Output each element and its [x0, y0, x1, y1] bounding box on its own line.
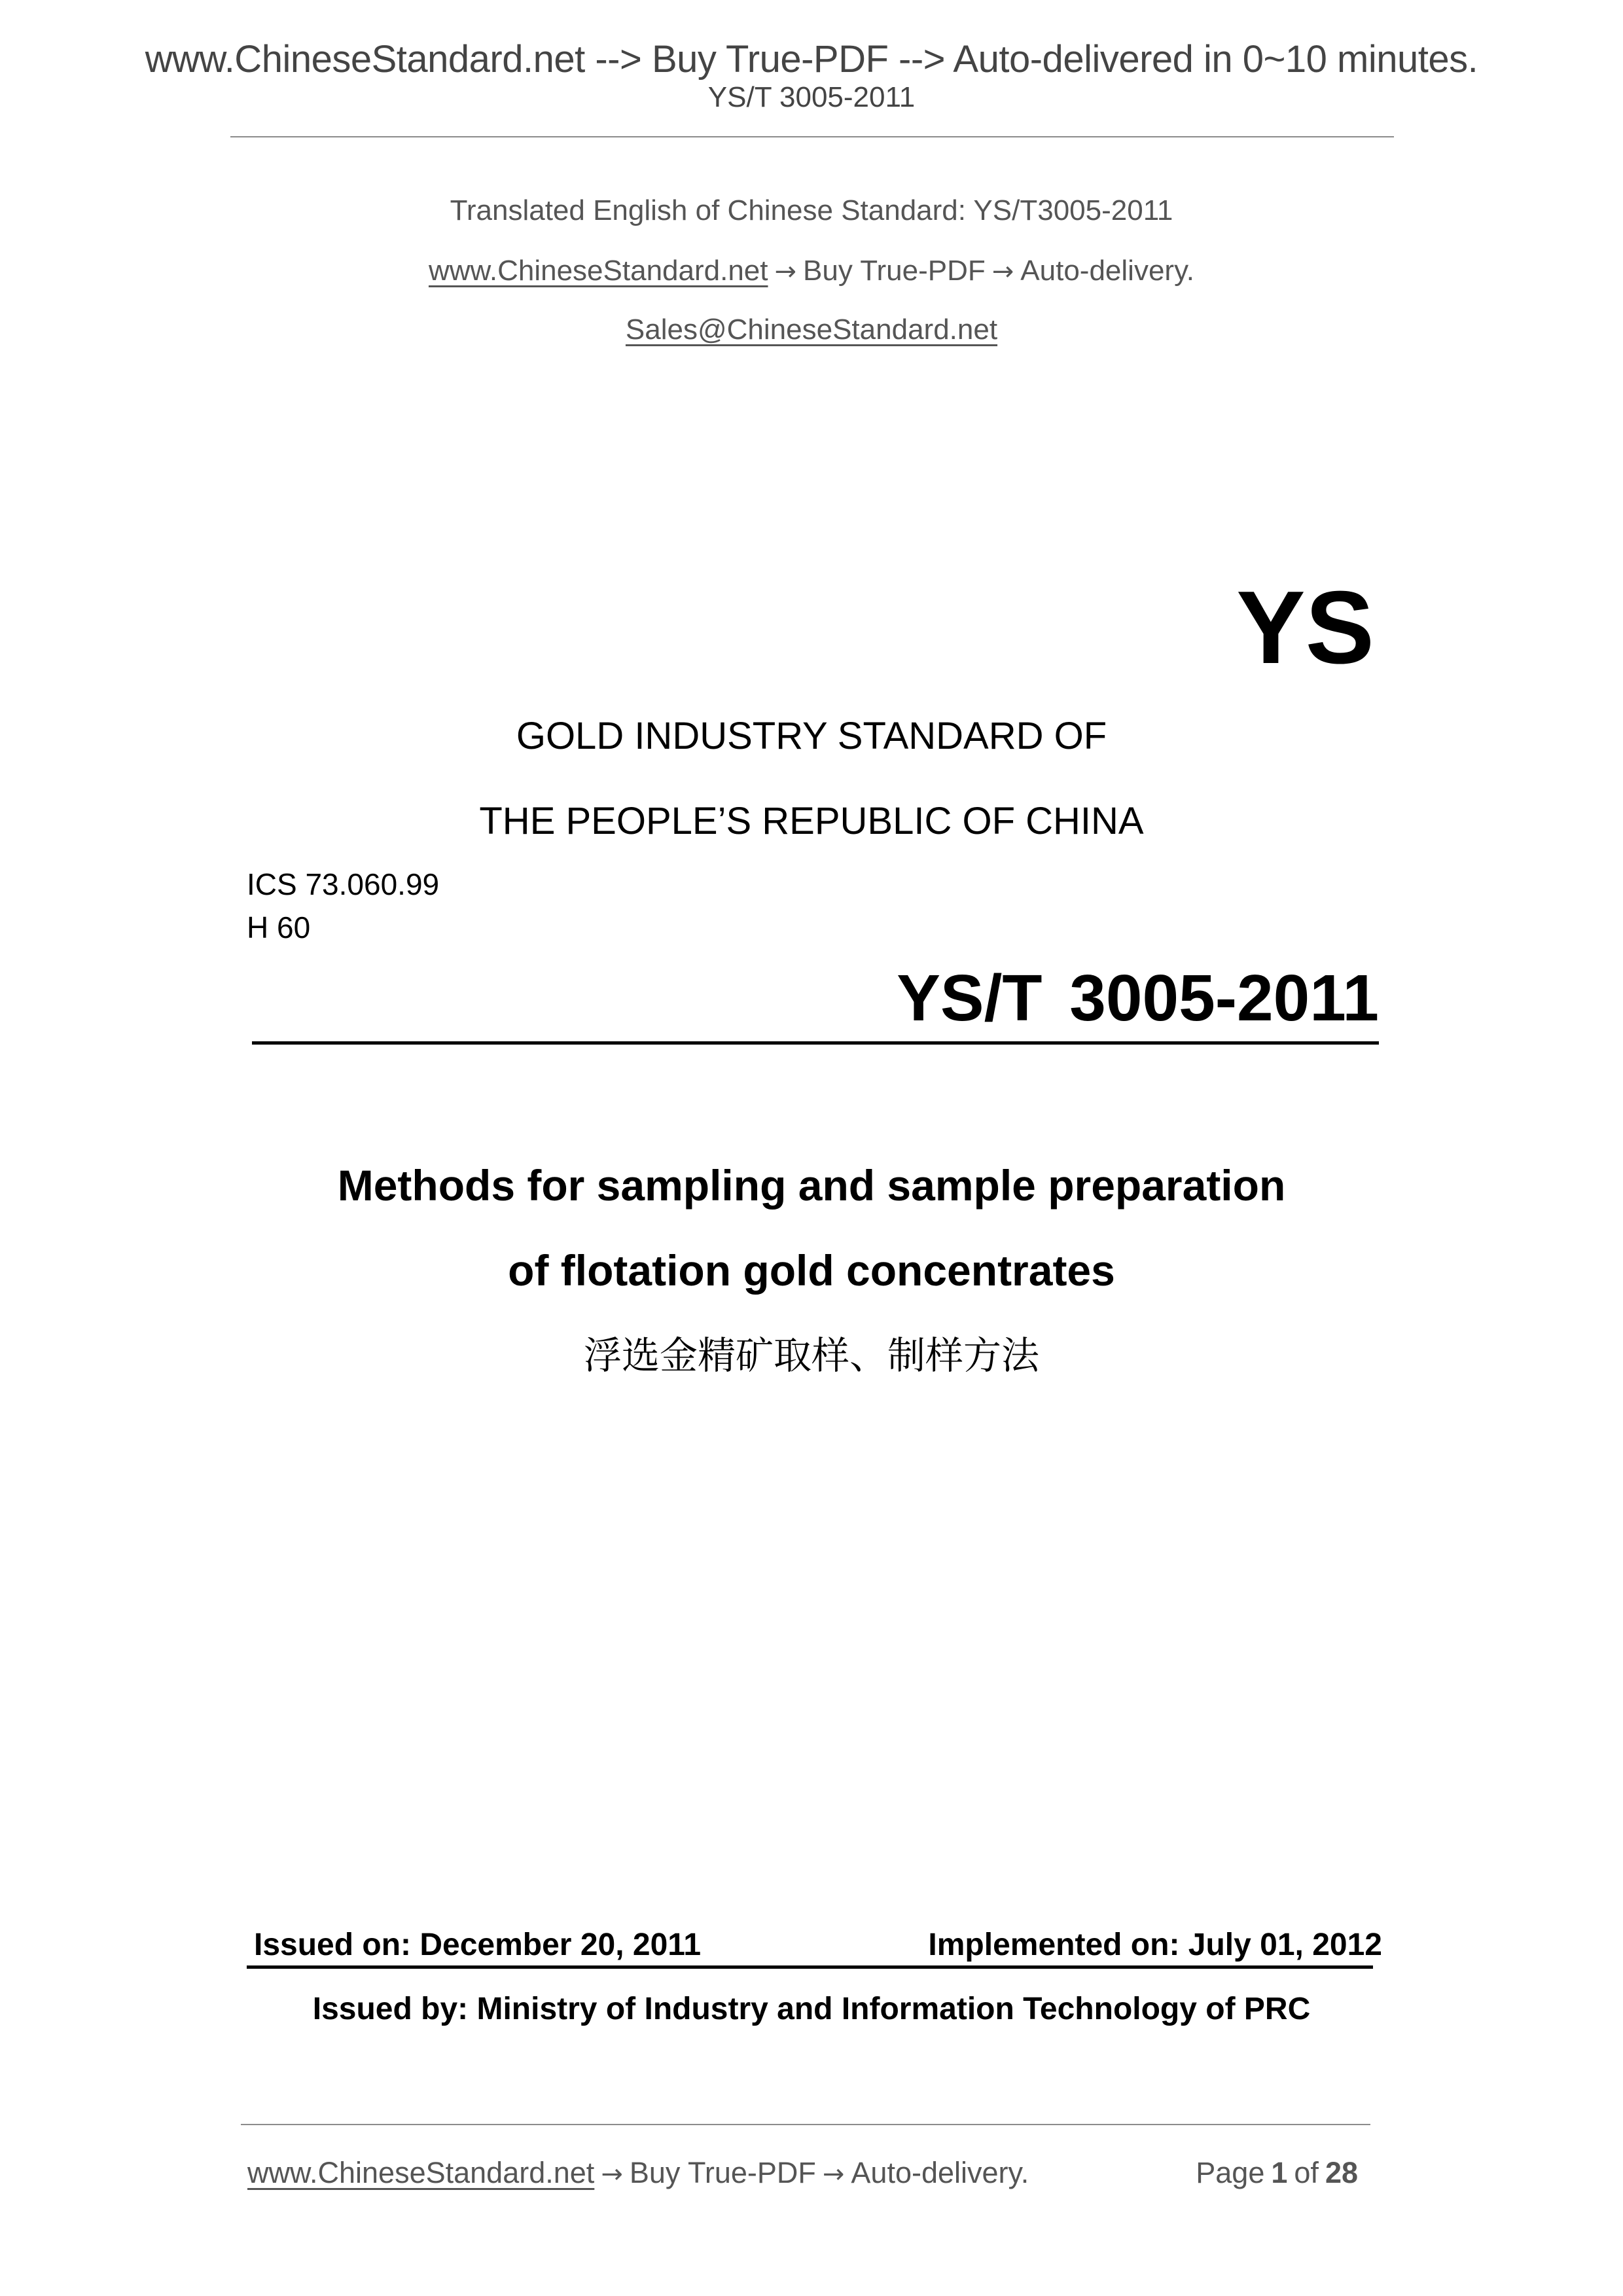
site-link[interactable]: www.ChineseStandard.net [428, 255, 768, 287]
ccs-code: H 60 [247, 910, 311, 944]
translation-links [0, 257, 1623, 285]
footer-site-link[interactable]: www.ChineseStandard.net [247, 2156, 595, 2189]
title-chinese: 浮选金精矿取样、制样方法 [583, 1333, 1039, 1378]
issued-on-date: Issued on: December 20, 2011 [254, 1928, 702, 1962]
page-indicator [1196, 2158, 1364, 2187]
arrow-right-icon: → [774, 257, 797, 287]
footer-buy-text: Buy True-PDF [629, 2156, 816, 2189]
ics-code: ICS 73.060.99 [247, 867, 440, 901]
page-total: 28 [1325, 2156, 1358, 2189]
standard-org-line2: THE PEOPLE’S REPUBLIC OF CHINA [479, 800, 1144, 842]
buy-text: Buy True-PDF [803, 255, 986, 287]
standard-org-line1: GOLD INDUSTRY STANDARD OF [516, 715, 1107, 757]
issued-by: Issued by: Ministry of Industry and Information Technology of PRC [312, 1992, 1311, 2026]
header-doc-code: YS/T 3005-2011 [707, 81, 916, 113]
page-current: 1 [1271, 2156, 1288, 2189]
sales-email-link[interactable]: Sales@ChineseStandard.net [625, 314, 998, 346]
arrow-right-icon: → [822, 2159, 845, 2189]
footer-links [247, 2158, 1029, 2187]
dates-divider [247, 1965, 1373, 1969]
footer-delivery-text: Auto-delivery. [851, 2156, 1029, 2189]
top-banner: www.ChineseStandard.net --> Buy True-PDF --> Auto-delivered in 0~10 minutes. [145, 38, 1478, 81]
delivery-text: Auto-delivery. [1020, 255, 1195, 287]
standard-number-divider [252, 1041, 1379, 1045]
standard-mark: YS [1236, 570, 1374, 685]
page-label: Page [1196, 2156, 1265, 2189]
title-line-2: of flotation gold concentrates [508, 1246, 1115, 1295]
footer-divider [241, 2124, 1370, 2125]
header-divider [230, 136, 1394, 137]
sales-email-wrapper [0, 315, 1623, 344]
title-line-1: Methods for sampling and sample preparation [337, 1161, 1286, 1210]
arrow-right-icon: → [601, 2159, 623, 2189]
standard-number: YS/T 3005-2011 [897, 961, 1379, 1035]
page-of: of [1294, 2156, 1319, 2189]
arrow-right-icon: → [991, 257, 1014, 287]
implemented-on-date: Implemented on: July 01, 2012 [928, 1928, 1382, 1962]
translation-title: Translated English of Chinese Standard: YS/T3005-2011 [450, 194, 1173, 226]
